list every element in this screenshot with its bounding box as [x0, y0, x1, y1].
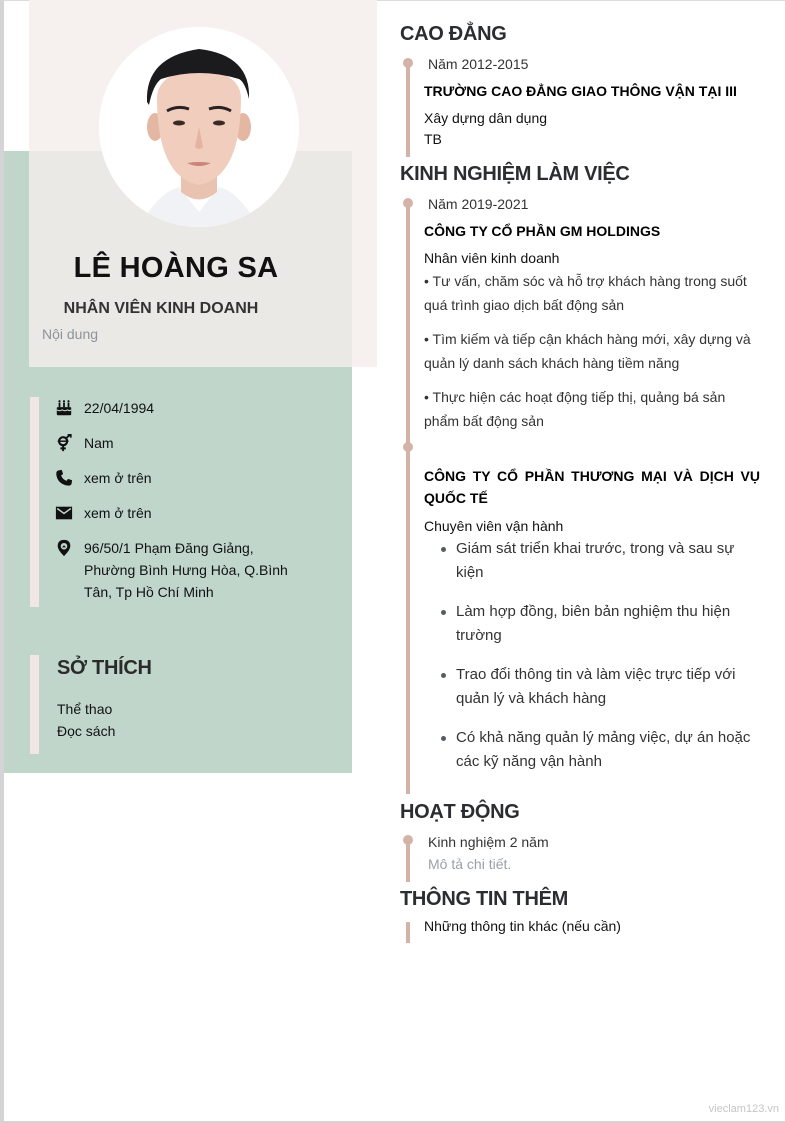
education-timeline [406, 62, 410, 157]
phone-icon [54, 467, 74, 489]
summary-placeholder[interactable]: Nội dung [42, 326, 99, 342]
activities-title: HOẠT ĐỘNG [400, 801, 520, 823]
birthday-value: 22/04/1994 [84, 400, 155, 416]
email-icon [54, 502, 74, 524]
experience-title: KINH NGHIỆM LÀM VIỆC [400, 163, 630, 185]
experience-detail: Giám sát triển khai trước, trong và sau sự kiện [424, 537, 760, 585]
contact-phone [54, 467, 330, 489]
contact-info [30, 397, 330, 607]
timeline-dot [403, 58, 413, 68]
gender-value: Nam [84, 435, 114, 451]
additional-info-text[interactable]: Những thông tin khác (nếu cần) [424, 918, 621, 934]
experience-detail: Làm hợp đồng, biên bản nghiệm thu hiện trường [424, 600, 760, 648]
avatar[interactable] [99, 27, 299, 227]
education-grade: TB [424, 131, 442, 147]
hobby-item: Thể thao [57, 701, 113, 717]
experience-detail: • Tư vấn, chăm sóc và hỗ trợ khách hàng trong suốt quá trình giao dịch bất động sản [424, 273, 747, 313]
experience-company: CÔNG TY CỔ PHẦN GM HOLDINGS [424, 223, 661, 239]
hobbies-section [30, 655, 330, 754]
experience-details-list [424, 537, 760, 789]
hobbies-title: SỞ THÍCH [57, 657, 152, 679]
contact-gender [54, 432, 330, 454]
job-title: NHÂN VIÊN KINH DOANH [63, 300, 259, 317]
experience-detail: Có khả năng quản lý mảng việc, dự án hoặc các kỹ năng vận hành [424, 726, 760, 774]
experience-position: Chuyên viên vận hành [424, 518, 564, 534]
birthday-cake-icon [54, 397, 74, 419]
experience-timeline [406, 202, 410, 794]
experience-detail: • Tìm kiếm và tiếp cận khách hàng mới, xây dựng và quản lý danh sách khách hàng tiềm năng [424, 331, 751, 371]
contact-email [54, 502, 330, 524]
phone-value: xem ở trên [84, 470, 152, 486]
activity-name: Kinh nghiệm 2 năm [428, 834, 549, 850]
education-major: Xây dựng dân dụng [424, 110, 548, 126]
timeline-dot [403, 198, 413, 208]
education-school: TRƯỜNG CAO ĐẲNG GIAO THÔNG VẬN TẠI III [424, 83, 737, 99]
address-value: 96/50/1 Phạm Đăng Giảng, Phường Bình Hưng Hòa, Q.Bình Tân, Tp Hồ Chí Minh [84, 540, 288, 600]
additional-timeline [406, 922, 410, 943]
education-title: CAO ĐẲNG [400, 23, 507, 45]
profile-photo [99, 27, 299, 227]
experience-company: CÔNG TY CỔ PHẦN THƯƠNG MẠI VÀ DỊCH VỤ QUỐC TẾ [424, 468, 760, 506]
experience-detail: • Thực hiện các hoạt động tiếp thị, quảng bá sản phẩm bất động sản [424, 389, 726, 429]
additional-info-title: THÔNG TIN THÊM [400, 888, 569, 910]
contact-address [54, 537, 330, 603]
location-pin-icon [54, 537, 74, 559]
activities-timeline [406, 839, 410, 882]
email-value: xem ở trên [84, 505, 152, 521]
experience-period: Năm 2019-2021 [428, 196, 529, 212]
gender-icon [54, 432, 74, 454]
contact-birthday [54, 397, 330, 419]
activity-description-placeholder[interactable]: Mô tả chi tiết. [428, 856, 512, 872]
experience-detail: Trao đổi thông tin và làm việc trực tiếp với quản lý và khách hàng [424, 663, 760, 711]
education-period: Năm 2012-2015 [428, 56, 529, 72]
candidate-name: LÊ HOÀNG SA [73, 252, 279, 284]
hobby-item: Đọc sách [57, 723, 116, 739]
timeline-dot [403, 835, 413, 845]
experience-position: Nhân viên kinh doanh [424, 250, 560, 266]
watermark: vieclam123.vn [708, 1103, 779, 1115]
timeline-dot [403, 442, 413, 452]
